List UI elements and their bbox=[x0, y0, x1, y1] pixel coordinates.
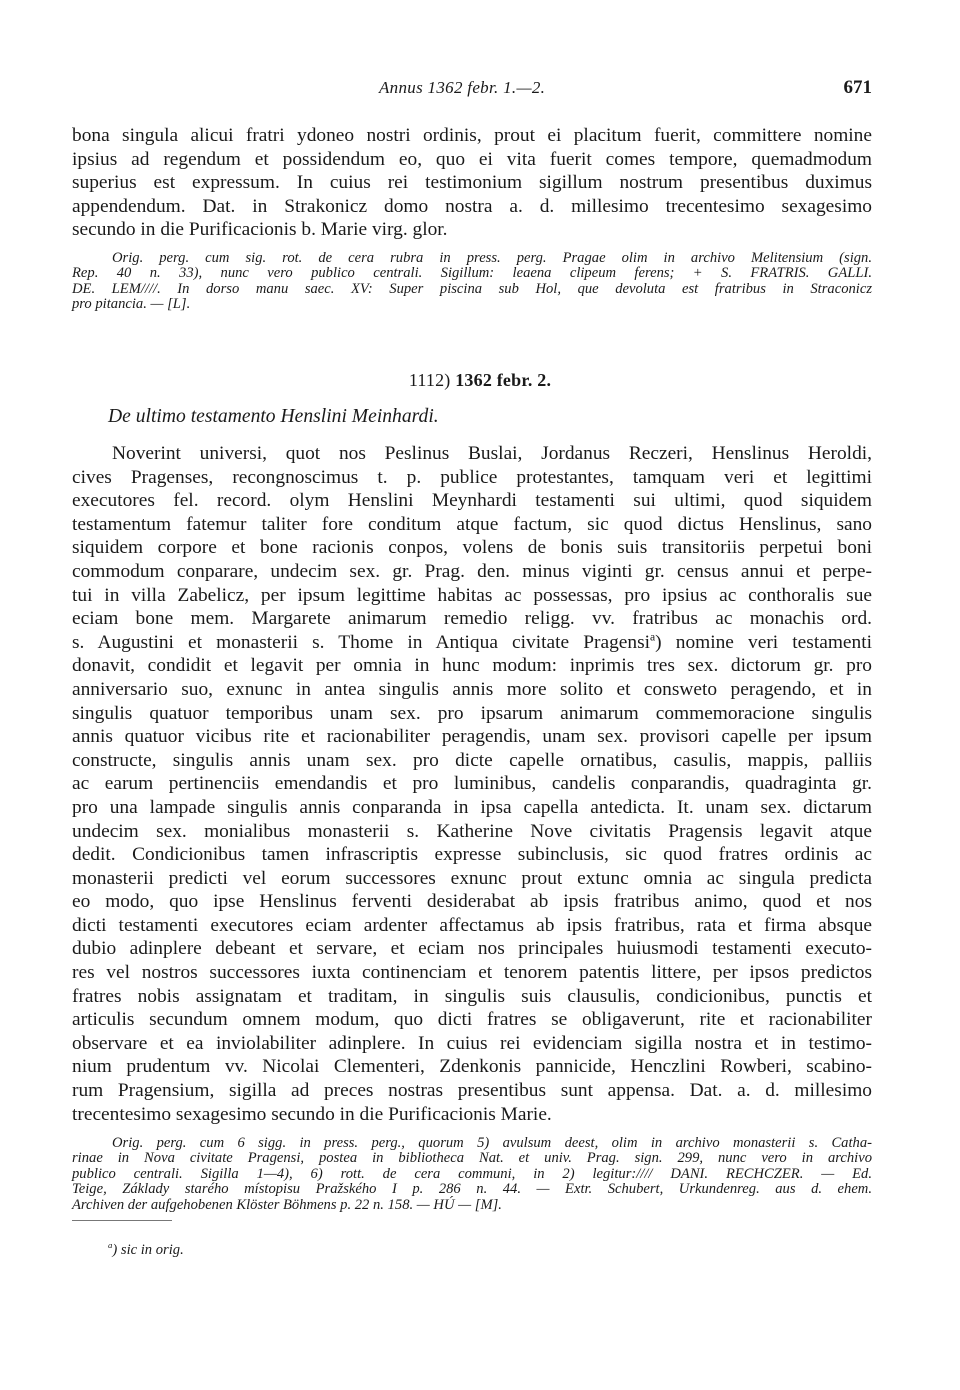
text-line: eciam bone mem. Margarete animarum remedio religg. vv. fratribus ac monachis ord. bbox=[72, 608, 872, 630]
text-line: monasterii predicti vel eorum successores exnunc prout extunc omnia ac singula predicta bbox=[72, 867, 872, 889]
footnote-divider bbox=[72, 1220, 172, 1221]
text-line: eo modo, quo ipse Henslinus ferventi desiderabat ab ipsis fratribus animo, quod et nos bbox=[72, 891, 872, 913]
note-line: Teige, Základy starého místopisu Pražského I p. 286 n. 44. — Extr. Schubert, Urkundenreg. aus d. ehem. bbox=[72, 1181, 872, 1198]
note-line: DE. LEM////. In dorso manu saec. XV: Super piscina sub Hol, que devoluta est fratribus in Straconicz bbox=[72, 280, 872, 297]
entry-notes bbox=[72, 1136, 872, 1213]
text-line: articulis secundum omnem modum, quo dicti fratres se obligaverunt, rite et racionabiliter bbox=[72, 1009, 872, 1031]
text-line: anniversario suo, exnunc in antea singulis annis more solito et consweto peragendo, et in bbox=[72, 678, 872, 700]
entry-text bbox=[72, 442, 872, 1126]
text-line: pro una lampade singulis annis conparanda in ipsa capella antedicta. It. unam sex. dictarum bbox=[72, 796, 872, 818]
text-segment: ) nomine veri testamenti bbox=[655, 631, 872, 653]
previous-entry-notes bbox=[72, 251, 872, 313]
previous-entry-text bbox=[72, 124, 872, 242]
footnote-text: ) sic in orig. bbox=[112, 1242, 184, 1258]
text-line: dedit. Condicionibus tamen infrascriptis expresse subinclusis, sic quod fratres ordinis ac bbox=[72, 844, 872, 866]
text-line: observare et ea inviolabiliter adinplere. In cuius rei evidenciam sigilla nostra et in testimo- bbox=[72, 1032, 872, 1054]
text-line: ac earum pertinenciis emendandis et pro luminibus, candelis conparandis, quadraginta gr. bbox=[72, 773, 872, 795]
note-line: Orig. perg. cum 6 sigg. in press. perg., quorum 5) avulsum deest, olim in archivo monasterii s. Catha- bbox=[112, 1135, 872, 1151]
footnote bbox=[108, 1242, 184, 1259]
text-line: dubio adinplere debeant et servare, et eciam nos principales huiusmodi testamenti executo- bbox=[72, 938, 872, 960]
text-line: rum Pragensium, sigilla ad preces nostras presentibus sunt appensa. Dat. a. d. millesimo bbox=[72, 1080, 872, 1102]
entry-heading bbox=[0, 370, 960, 391]
text-line: dicti testamenti executores eciam ardenter affectamus ab ipsis fratribus, rata et firma absque bbox=[72, 914, 872, 936]
text-line: Noverint universi, quot nos Peslinus Buslai, Jordanus Reczeri, Henslinus Heroldi, bbox=[112, 443, 872, 464]
text-line: secundo in die Purificacionis b. Marie virg. glor. bbox=[72, 219, 448, 241]
text-line: fratres nobis assignatam et traditam, in singulis suis clausulis, condicionibus, punctis et bbox=[72, 985, 872, 1007]
text-line: ipsius ad regendum et possidendum eo, quo ei vita fuerit comes tempore, quemadmodum bbox=[72, 148, 872, 170]
text-line: nium prudentum vv. Nicolai Clementeri, Zdenkonis pannicide, Henczlini Rowberi, scabino- bbox=[72, 1056, 872, 1078]
entry-number: 1112) bbox=[408, 370, 451, 390]
text-line: commodum conparare, undecim sex. gr. Prag. den. minus viginti gr. census annui et perpe- bbox=[72, 560, 872, 582]
text-line: tui in villa Zabelicz, per ipsum legittime habitas ac possessas, pro ipsius ac conthoralis sue bbox=[72, 584, 872, 606]
text-line: constructe, singulis annis unam sex. pro dicte capelle ornatibus, casulis, mappis, palliis bbox=[72, 749, 872, 771]
text-line-with-marker bbox=[72, 631, 872, 655]
note-line: Orig. perg. cum sig. rot. de cera rubra in press. perg. Pragae olim in archivo Melitensium (sign. bbox=[112, 250, 872, 266]
note-line: Archiven der aufgehobenen Klöster Böhmens p. 22 n. 158. — HÚ — [M]. bbox=[72, 1196, 502, 1213]
page-number: 671 bbox=[843, 77, 872, 98]
entry-title: De ultimo testamento Henslini Meinhardi. bbox=[108, 406, 439, 427]
footnote-marker: a bbox=[108, 1240, 113, 1251]
note-line: publico centrali. Sigilla 1—4), 6) rott. de cera communi, in 2) legitur://// DANI. RECHCZER. — Ed. bbox=[72, 1165, 872, 1182]
page-header bbox=[0, 78, 960, 102]
text-line: superius est expressum. In cuius rei testimonium sigillum nostrum presentibus duximus bbox=[72, 172, 872, 194]
text-line: annis quatuor vicibus rite et racionabiliter peragendis, unam sex. provisori capelle per ipsum bbox=[72, 726, 872, 748]
text-line: cives Pragenses, recongnoscimus t. p. publice protestantes, tamquam veri et legittimi bbox=[72, 466, 872, 488]
note-line: pro pitancia. — [L]. bbox=[72, 296, 191, 313]
text-line: appendendum. Dat. in Strakonicz domo nostra a. d. millesimo trecentesimo sexagesimo bbox=[72, 195, 872, 217]
entry-date: 1362 febr. 2. bbox=[455, 370, 552, 390]
text-line: res vel nostros successores iuxta continenciam et tenorem patentis littere, per ipsos predictos bbox=[72, 962, 872, 984]
text-line: testamentum fatemur taliter fore conditum atque factum, sic quod dictus Henslinus, sano bbox=[72, 513, 872, 535]
footnote-marker: a bbox=[650, 630, 656, 644]
text-segment: s. Augustini et monasterii s. Thome in Antiqua civitate Pragensi bbox=[72, 631, 650, 653]
note-line: Rep. 40 n. 33), nunc vero publico centrali. Sigillum: leaena clipeum ferens; + S. FRATRIS. GALLI. bbox=[72, 265, 872, 282]
text-line: bona singula alicui fratri ydoneo nostri ordinis, prout ei placitum fuerit, committere nomine bbox=[72, 125, 872, 146]
text-line: trecentesimo sexagesimo secundo in die Purificacionis Marie. bbox=[72, 1103, 552, 1125]
running-title: Annus 1362 febr. 1.—2. bbox=[379, 78, 546, 97]
note-line: rinae in Nova civitate Pragensi, postea in bibliotheca Nat. et univ. Prag. sign. 299, nunc vero in archivo bbox=[72, 1150, 872, 1167]
text-line: executores fel. record. olym Henslini Meynhardi testamenti sui ultimi, quod siquidem bbox=[72, 490, 872, 512]
text-line: donavit, condidit et legavit per omnia in hunc modum: inprimis tres sex. dictorum gr. pro bbox=[72, 655, 872, 677]
text-line: siquidem corpore et bone racionis conpos, volens de bonis suis transitoriis perpetui boni bbox=[72, 537, 872, 559]
text-line: singulis quatuor temporibus unam sex. pro ipsarum animarum commemoracione singulis bbox=[72, 702, 872, 724]
text-line: undecim sex. monialibus monasterii s. Katherine Nove civitatis Pragensis legavit atque bbox=[72, 820, 872, 842]
